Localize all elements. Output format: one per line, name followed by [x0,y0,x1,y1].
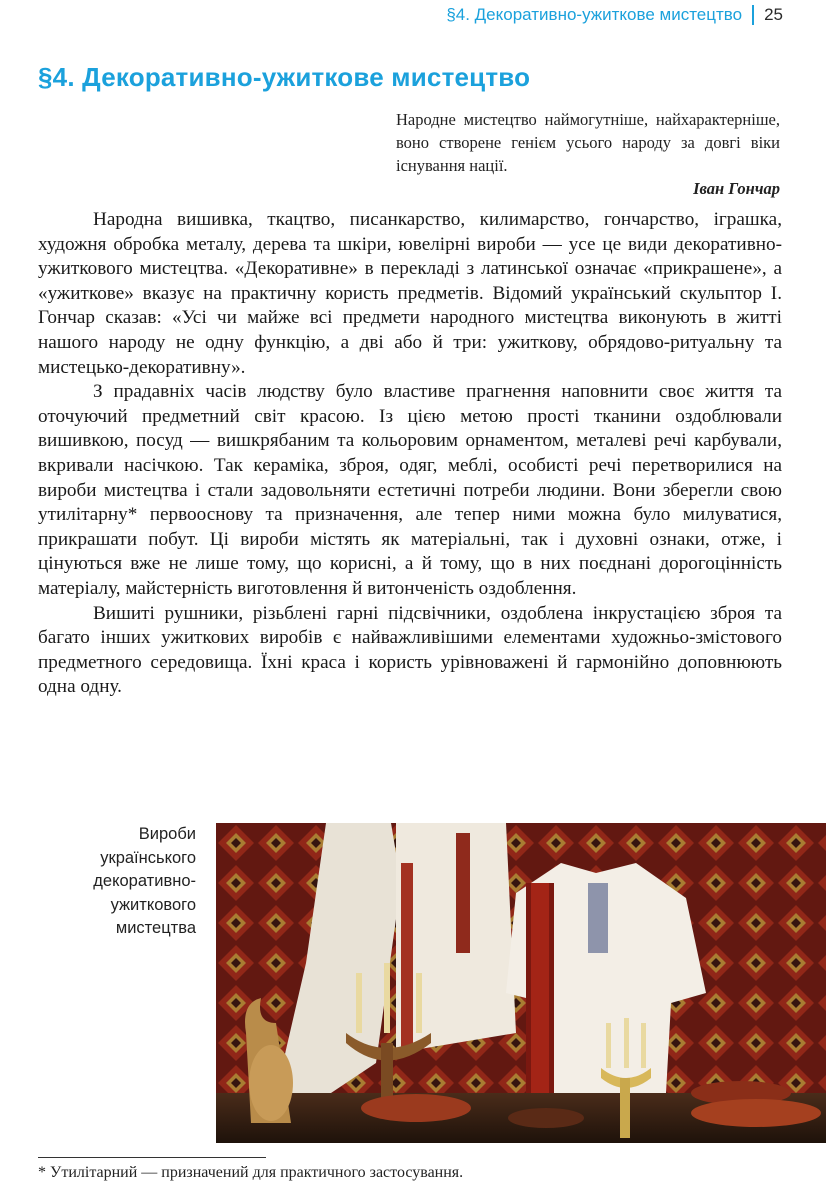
paragraph: Вишиті рушники, різьблені гарні підсвічники, оздоблена інкрустацією зброя та багато інших ужиткових виробів є найважливішими елементами художньо-змістового предметного середовища. Їхні краса і користь урівноважені й гармонійно доповнюють одна одну. [38,602,782,698]
folk-art-photo [216,823,826,1143]
paragraph: З прадавніх часів людству було властиве прагнення наповнити своє життя та оточуючий предметний світ красою. Із цією метою прості тканини оздоблювали вишивкою, посуд — вишкрябаним та кольоровим орнаментом, металеві речі карбували, вкривали насічкою. Так кераміка, зброя, одяг, меблі, особисті речі перетворилися на вироби мистецтва і стали задовольняти естетичні потреби людини. Вони зберегли свою утилітарну* первооснову та призначення, але тепер ними можна було милуватися, прикрашати побут. Ці вироби містять як матеріальні, так і духовні ознаки, отже, і цінуються вже не лише тому, що корисні, а й тому, що в них поєднані дорогоцінність матеріалу, майстерність виготовлення й витонченість оздоблення. [38,381,782,599]
epigraph-text: Народне мистецтво наймогутніше, найхарактерніше, воно створене генієм усього народу за довгі віки існування нації. [396,110,780,175]
footnote: * Утилітарний — призначений для практичного застосування. [38,1164,464,1181]
running-title: §4. Декоративно-ужиткове мистецтво [446,5,743,24]
section-title: §4. Декоративно-ужиткове мистецтво [38,62,531,92]
footnote-rule [38,1157,266,1158]
running-header [446,0,783,30]
paragraph: Народна вишивка, ткацтво, писанкарство, килимарство, гончарство, іграшка, художня обробка металу, дерева та шкіри, ювелірні вироби — усе це види декоративно-ужиткового мистецтва. «Декоративне» в перекладі з латинської означає «прикрашене», а «ужиткове» вказує на практичну користь предметів. Відомий український скульптор І. Гончар сказав: «Усі чи майже всі предмети народного мистецтва виконують в житті нашого народу не одну функцію, а дві або й три: ужиткову, обрядово-ритуальну та мистецько-декоративну». [38,209,782,378]
epigraph [396,108,780,200]
photo-illustration [216,823,826,1143]
epigraph-author: Іван Гончар [693,179,780,198]
body-text [38,208,782,700]
figure-caption: Вироби українського декоративно-ужиткового мистецтва [93,825,196,937]
header-divider [752,5,754,25]
page-number: 25 [764,5,783,24]
